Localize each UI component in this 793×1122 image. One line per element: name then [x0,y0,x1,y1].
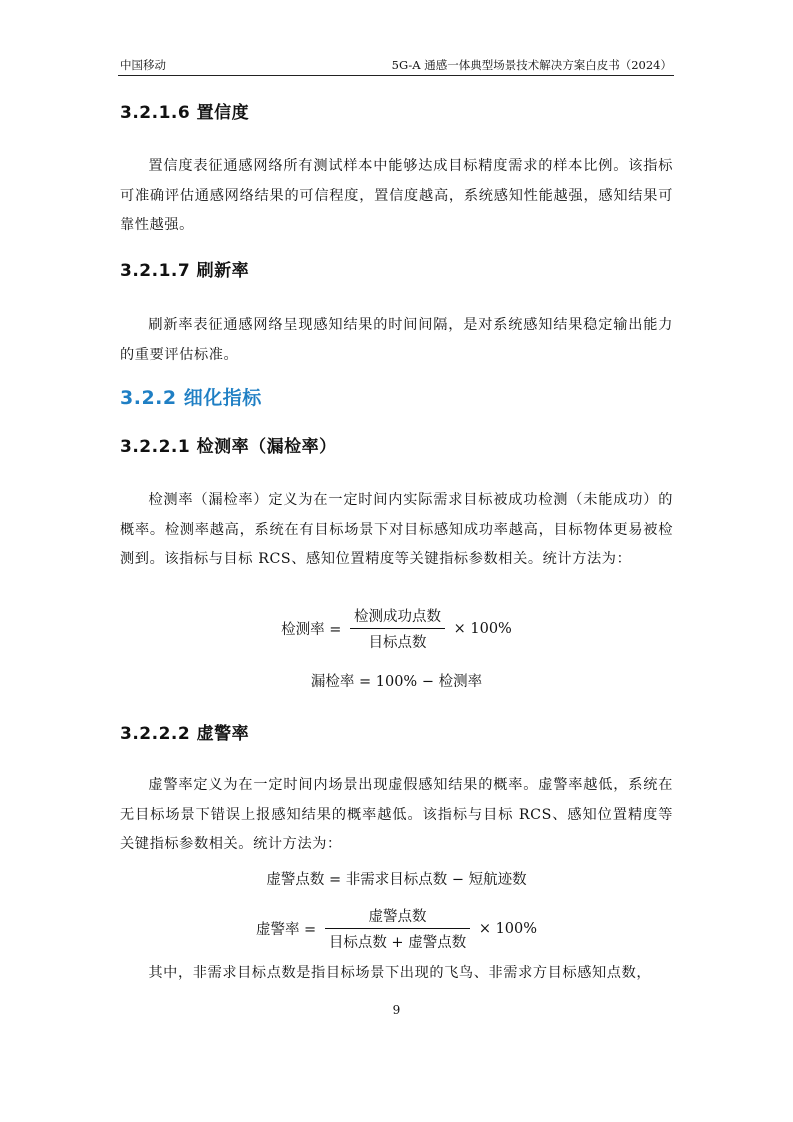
formula-detect-fraction [350,605,445,652]
header-left: 中国移动 [120,58,166,72]
formula-detect-lhs: 检测率 = [281,622,342,638]
formula-false-denominator: 目标点数 + 虚警点数 [328,935,467,951]
heading-3221: 3.2.2.1 检测率（漏检率） [120,437,337,457]
paragraph-detection-rate: 检测率（漏检率）定义为在一定时间内实际需求目标被成功检测（未能成功）的概率。检测率越高，系统在有目标场景下对目标感知成功率越高，目标物体更易被检测到。该指标与目标 RCS、感知位置精度等关键指标参数相关。统计方法为： [120,492,673,567]
heading-322: 3.2.2 细化指标 [120,387,262,409]
formula-false-alarm-rate [0,905,793,952]
formula-false-numerator: 虚警点数 [325,905,470,929]
formula-false-rhs: × 100% [478,920,538,937]
heading-3222: 3.2.2.2 虚警率 [120,724,250,744]
paragraph-false-alarm-note: 其中，非需求目标点数是指目标场景下出现的飞鸟、非需求方目标感知点数， [148,965,652,981]
heading-3217: 3.2.1.7 刷新率 [120,261,250,281]
formula-detection-rate [0,605,793,652]
heading-3216: 3.2.1.6 置信度 [120,103,250,123]
formula-false-lhs: 虚警率 = [255,922,317,938]
paragraph-confidence: 置信度表征通感网络所有测试样本中能够达成目标精度需求的样本比例。该指标可准确评估通感网络结果的可信程度，置信度越高，系统感知性能越强，感知结果可靠性越强。 [120,158,673,233]
formula-false-points: 虚警点数 = 非需求目标点数 − 短航迹数 [266,872,527,888]
formula-detect-rhs: × 100% [453,620,512,637]
paragraph-false-alarm: 虚警率定义为在一定时间内场景出现虚假感知结果的概率。虚警率越低，系统在无目标场景下错误上报感知结果的概率越低。该指标与目标 RCS、感知位置精度等关键指标参数相关。统计方法为： [120,777,673,852]
page-number: 9 [392,1003,401,1017]
page-header [120,57,672,75]
header-right: 5G-A 通感一体典型场景技术解决方案白皮书（2024） [391,58,672,72]
formula-miss-rate: 漏检率 = 100% − 检测率 [310,674,483,690]
paragraph-refresh-rate: 刷新率表征通感网络呈现感知结果的时间间隔，是对系统感知结果稳定输出能力的重要评估标准。 [120,317,673,363]
header-divider [118,75,674,76]
formula-detect-numerator: 检测成功点数 [350,605,445,629]
formula-false-fraction [325,905,470,952]
formula-detect-denominator: 目标点数 [368,635,427,651]
